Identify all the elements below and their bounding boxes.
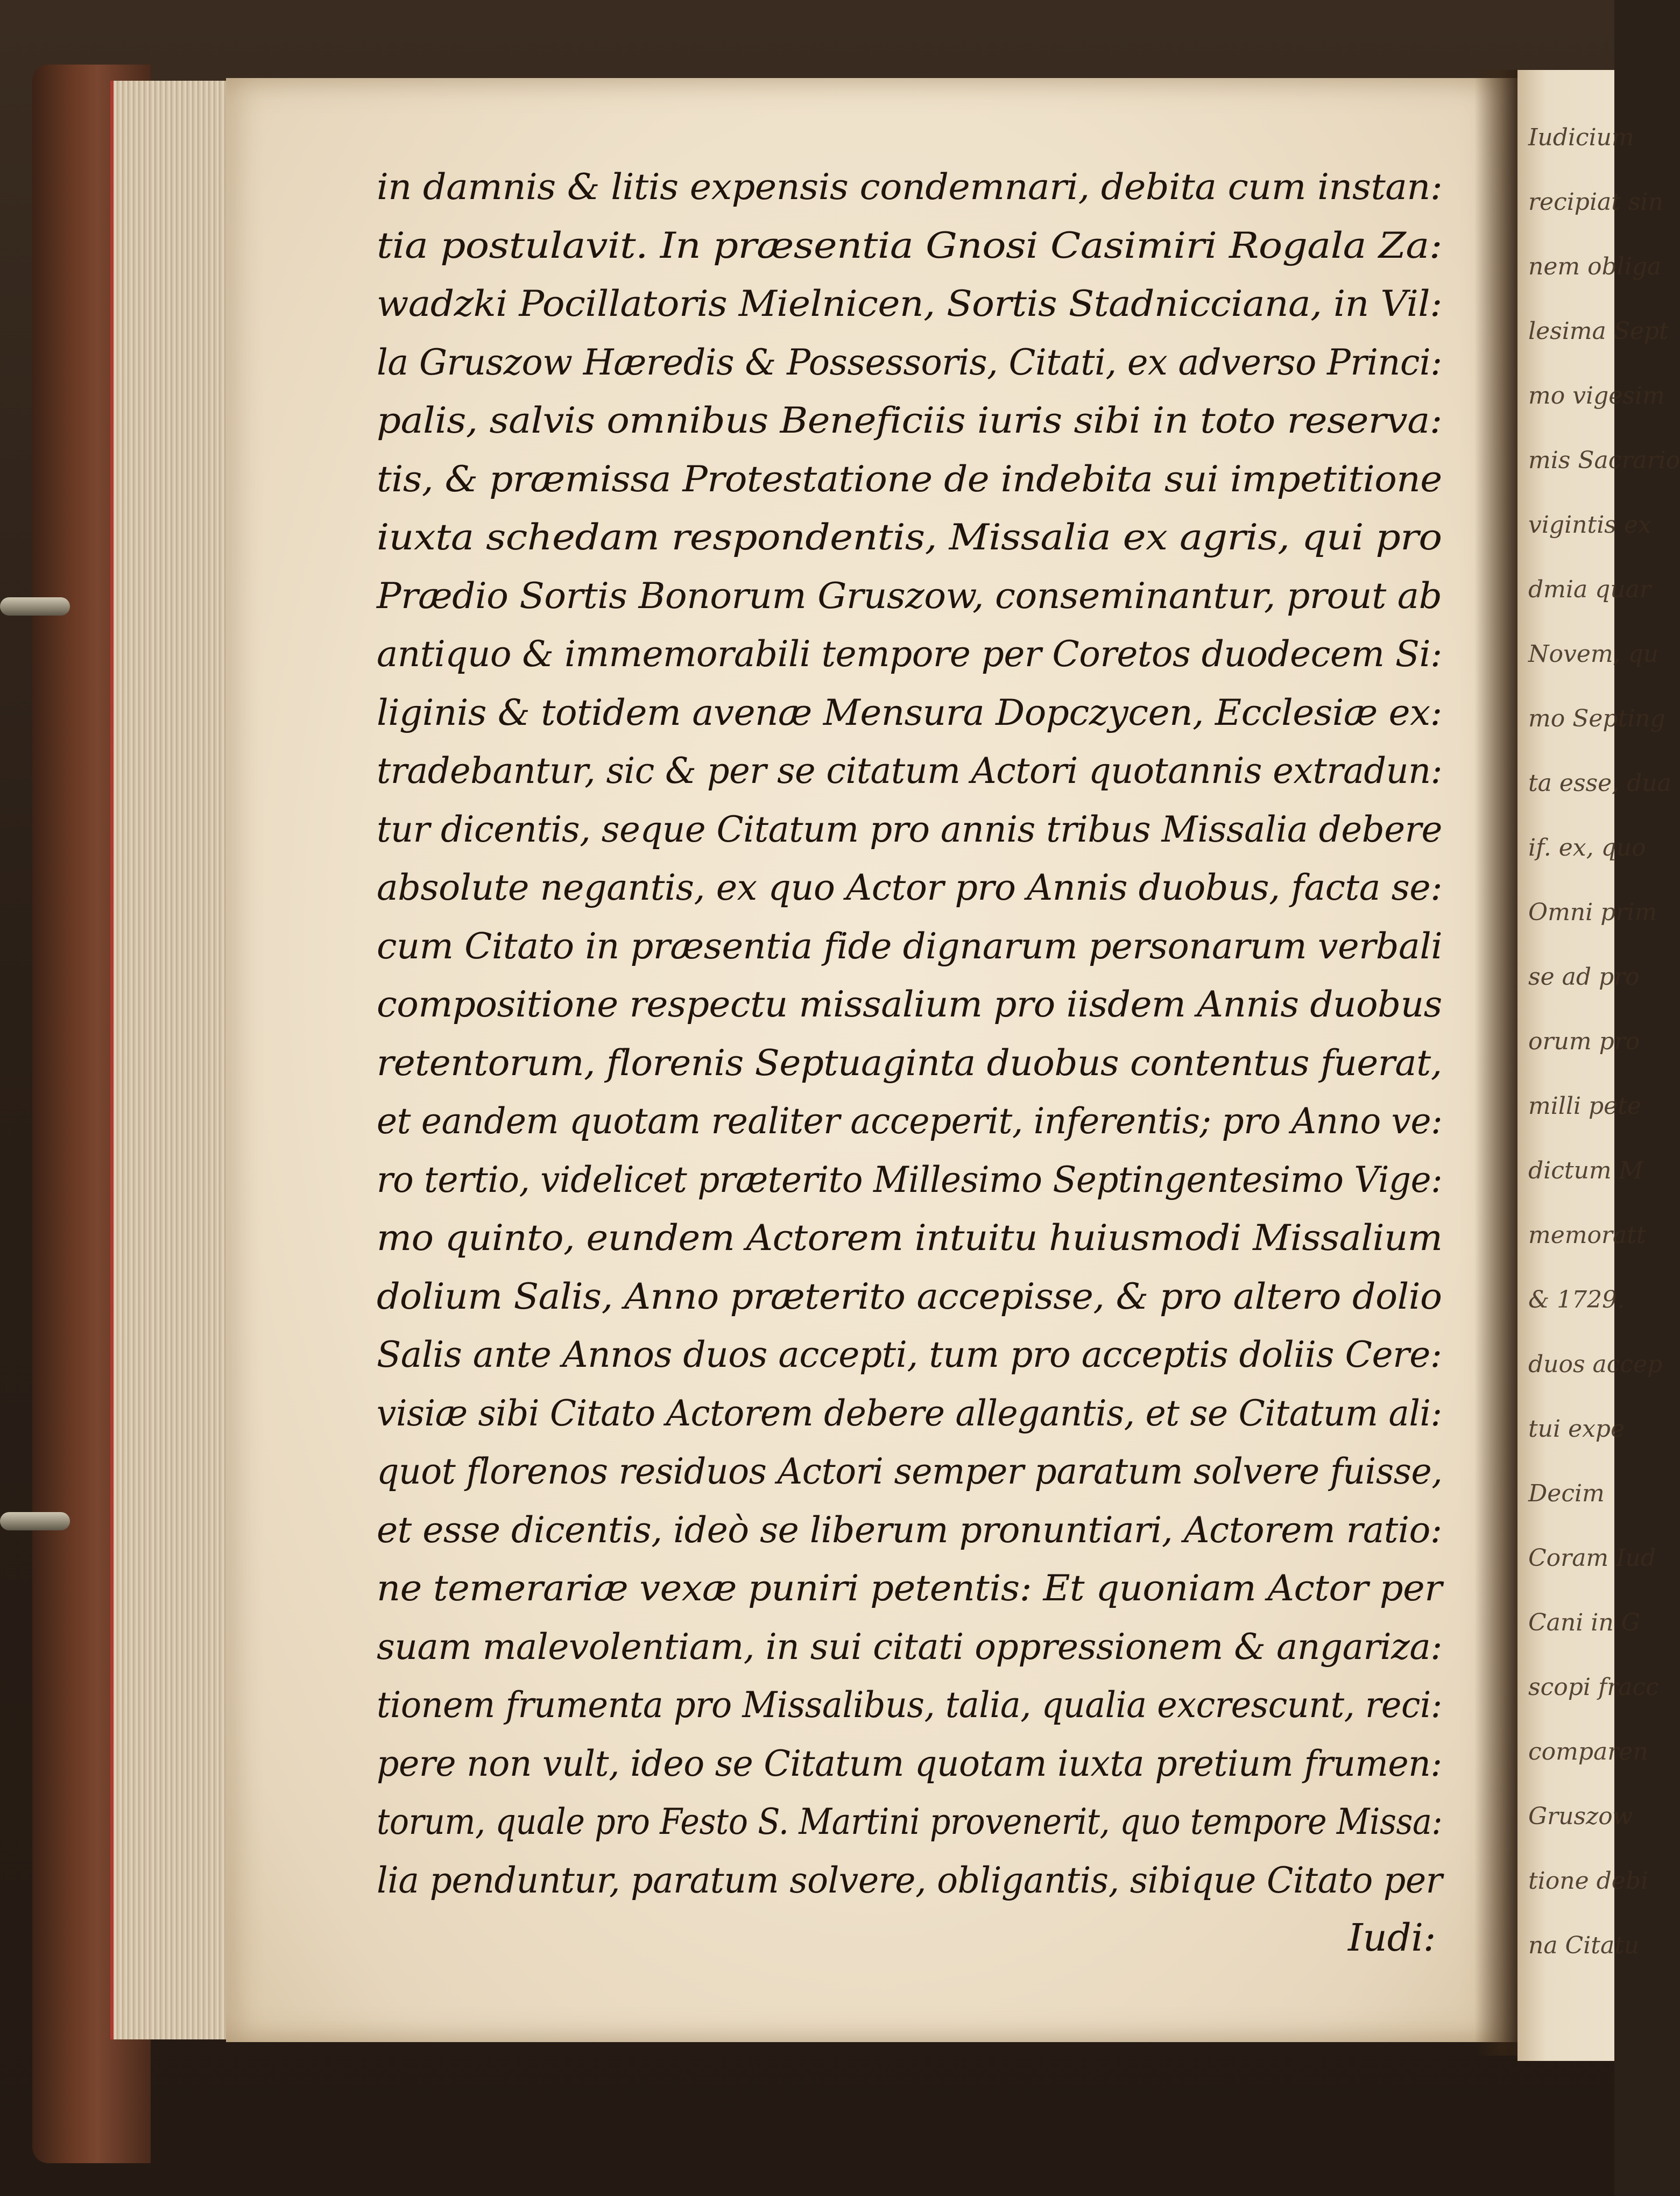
facing-page-fragment: recipiat sin bbox=[1528, 188, 1663, 216]
facing-page-fragment: Decim bbox=[1528, 1480, 1605, 1507]
manuscript-line: iuxta schedam respondentis, Missalia ex agris, qui pro bbox=[377, 517, 1442, 558]
manuscript-line: tis, & præmissa Protestatione de indebita sui impetitione bbox=[377, 458, 1442, 500]
manuscript-line: tionem frumenta pro Missalibus, talia, qualia excrescunt, reci: bbox=[377, 1684, 1442, 1726]
manuscript-line: suam malevolentiam, in sui citati oppressionem & angariza: bbox=[377, 1626, 1442, 1668]
facing-page-fragment: comparen bbox=[1528, 1738, 1648, 1766]
manuscript-line: cum Citato in præsentia fide dignarum personarum verbali bbox=[377, 925, 1443, 967]
manuscript-line: wadzki Pocillatoris Mielnicen, Sortis Stadnicciana, in Vil: bbox=[377, 283, 1442, 324]
facing-page-fragment: na Citatu bbox=[1528, 1932, 1640, 1959]
facing-page-fragment: Coram Iud bbox=[1528, 1544, 1656, 1572]
catchword: Iudi: bbox=[1348, 1916, 1436, 1960]
manuscript-line: mo quinto, eundem Actorem intuitu huiusmodi Missalium bbox=[377, 1217, 1443, 1259]
facing-page-fragment: & 1729. bbox=[1528, 1286, 1625, 1314]
manuscript-line: absolute negantis, ex quo Actor pro Annis duobus, facta se: bbox=[377, 867, 1443, 908]
facing-page-fragment: Gruszow bbox=[1528, 1803, 1633, 1830]
facing-page-fragment: nem obliga bbox=[1528, 253, 1662, 280]
facing-page-fragment: dmia quar bbox=[1528, 576, 1651, 603]
manuscript-line: antiquo & immemorabili tempore per Coretos duodecem Si: bbox=[377, 633, 1442, 675]
facing-page-fragment: Omni prim bbox=[1528, 899, 1657, 926]
facing-page-fragment: se ad pro bbox=[1528, 963, 1640, 991]
upper-clasp bbox=[0, 597, 70, 616]
manuscript-line: compositione respectu missalium pro iisdem Annis duobus bbox=[377, 984, 1442, 1025]
facing-page-fragment: orum pro bbox=[1528, 1028, 1640, 1055]
page-edges bbox=[110, 81, 237, 2039]
facing-page-fragment: mis Sacrario bbox=[1528, 447, 1680, 474]
facing-page-fragment: vigintis ex bbox=[1528, 511, 1651, 539]
manuscript-line: ro tertio, videlicet præterito Millesimo Septingentesimo Vige: bbox=[377, 1159, 1443, 1201]
manuscript-line: et esse dicentis, ideò se liberum pronuntiari, Actorem ratio: bbox=[377, 1509, 1442, 1551]
facing-page bbox=[1517, 70, 1680, 2061]
facing-page-fragment: tione debi bbox=[1528, 1867, 1649, 1895]
manuscript-line: dolium Salis, Anno præterito accepisse, & pro altero dolio bbox=[377, 1275, 1442, 1317]
facing-page-fragment: ta esse, dua bbox=[1528, 769, 1671, 797]
facing-page-fragment: Cani in G bbox=[1528, 1609, 1640, 1636]
facing-page-fragment: Iudicium bbox=[1528, 124, 1634, 151]
manuscript-line: tradebantur, sic & per se citatum Actori quotannis extradun: bbox=[377, 750, 1443, 792]
manuscript-line: in damnis & litis expensis condemnari, debita cum instan: bbox=[377, 166, 1443, 208]
facing-page-fragment: mo vigesim bbox=[1528, 382, 1665, 409]
manuscript-line: palis, salvis omnibus Beneficiis iuris sibi in toto reserva: bbox=[377, 400, 1442, 441]
facing-page-fragment: Novem, qu bbox=[1528, 640, 1659, 668]
facing-page-fragment: dictum M bbox=[1528, 1157, 1643, 1184]
manuscript-line: ne temerariæ vexæ puniri petentis: Et quoniam Actor per bbox=[377, 1567, 1442, 1609]
manuscript-line: lia penduntur, paratum solvere, obligantis, sibique Citato per bbox=[377, 1859, 1443, 1901]
manuscript-line: torum, quale pro Festo S. Martini provenerit, quo tempore Missa: bbox=[377, 1801, 1443, 1842]
manuscript-line: tia postulavit. In præsentia Gnosi Casimiri Rogala Za: bbox=[377, 224, 1442, 266]
facing-page-fragment: duos accep bbox=[1528, 1351, 1663, 1378]
manuscript-line: quot florenos residuos Actori semper paratum solvere fuisse, bbox=[377, 1451, 1443, 1492]
facing-page-fragment: memoratt bbox=[1528, 1221, 1646, 1249]
manuscript-line: retentorum, florenis Septuaginta duobus contentus fuerat, bbox=[377, 1042, 1442, 1084]
facing-page-fragment: scopi fracc bbox=[1528, 1674, 1659, 1701]
manuscript-line: tur dicentis, seque Citatum pro annis tribus Missalia debere bbox=[377, 808, 1442, 850]
manuscript-line: la Gruszow Hæredis & Possessoris, Citati, ex adverso Princi: bbox=[377, 341, 1442, 383]
lower-clasp bbox=[0, 1512, 70, 1530]
manuscript-line: pere non vult, ideo se Citatum quotam iuxta pretium frumen: bbox=[377, 1742, 1442, 1784]
manuscript-line: et eandem quotam realiter acceperit, inferentis; pro Anno ve: bbox=[377, 1100, 1443, 1142]
manuscript-line: Prædio Sortis Bonorum Gruszow, conseminantur, prout ab bbox=[377, 575, 1442, 617]
facing-page-fragment: mo Septing bbox=[1528, 705, 1665, 732]
facing-page-fragment: tui expe bbox=[1528, 1415, 1625, 1443]
manuscript-line: Salis ante Annos duos accepti, tum pro acceptis doliis Cere: bbox=[377, 1334, 1442, 1375]
facing-page-fragment: lesima Sept bbox=[1528, 317, 1669, 345]
page-gutter bbox=[1474, 70, 1523, 2056]
manuscript-line: visiæ sibi Citato Actorem debere allegantis, et se Citatum ali: bbox=[377, 1392, 1442, 1434]
facing-page-fragment: if. ex, quo bbox=[1528, 834, 1646, 862]
manuscript-line: liginis & totidem avenæ Mensura Dopczycen, Ecclesiæ ex: bbox=[377, 691, 1442, 733]
facing-page-fragment: milli pete bbox=[1528, 1092, 1641, 1120]
